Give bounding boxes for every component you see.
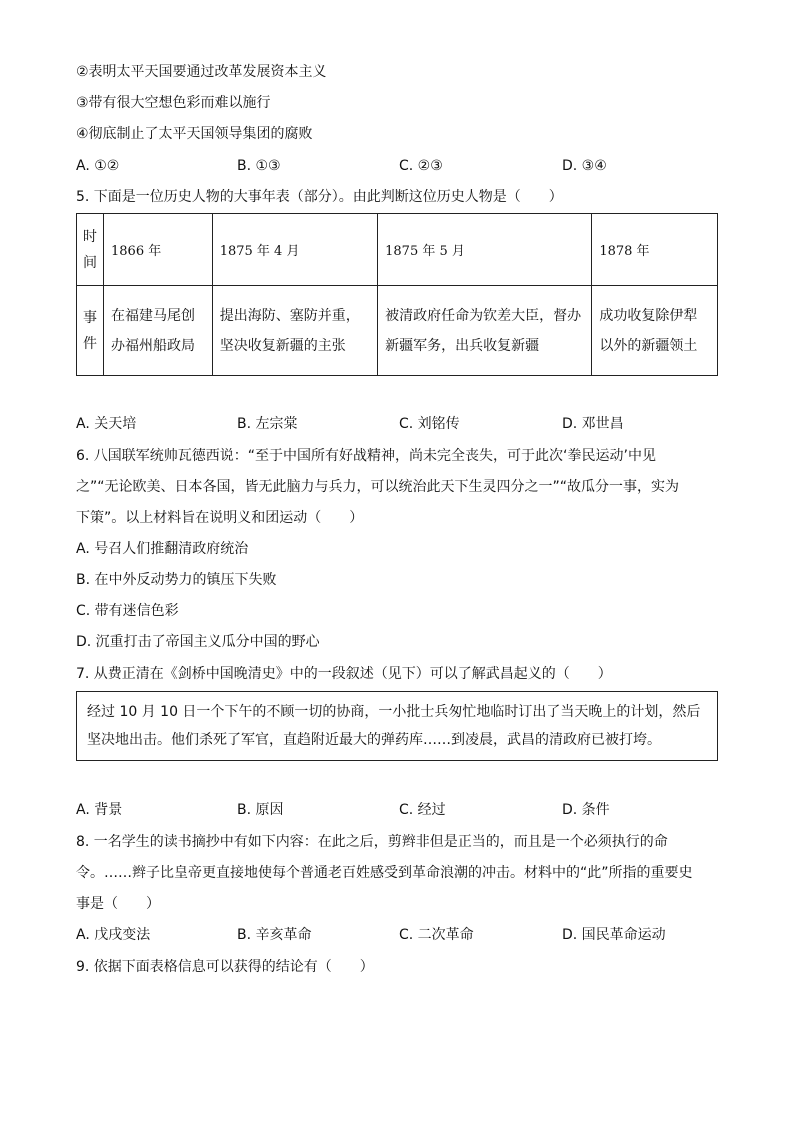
- q4-item-4: ④彻底制止了太平天国领导集团的腐败: [76, 126, 313, 142]
- q5-option-a[interactable]: A. 关天培: [76, 416, 137, 432]
- q6-stem-line-2: 之”“无论欧美、日本各国，皆无此脑力与兵力，可以统治此天下生灵四分之一”“故瓜分一事，实为: [76, 479, 680, 495]
- q7-quote-box: 经过 10 月 10 日一个下午的不顾一切的协商，一小批士兵匆忙地临时订出了当天晚上的计划，然后坚决地出击。他们杀死了军官，直趋附近最大的弹药库……到凌晨，武昌的清政府已被打垮。: [76, 691, 718, 761]
- q6-option-c[interactable]: C. 带有迷信色彩: [76, 603, 179, 619]
- q9-stem: 9. 依据下面表格信息可以获得的结论有（ ）: [76, 959, 374, 975]
- time-cell-2: 1875 年 4 月: [212, 214, 377, 286]
- q8-options: [76, 925, 718, 945]
- q7-option-c[interactable]: C. 经过: [399, 802, 446, 818]
- time-cell-3: 1875 年 5 月: [378, 214, 592, 286]
- event-cell-4: 成功收复除伊犁以外的新疆领土: [592, 286, 718, 376]
- table-row-time: [77, 214, 718, 286]
- q8-stem-line-3: 事是（ ）: [76, 896, 160, 912]
- q8-option-b[interactable]: B. 辛亥革命: [237, 927, 312, 943]
- q7-option-d[interactable]: D. 条件: [562, 802, 610, 818]
- q5-option-d[interactable]: D. 邓世昌: [562, 416, 624, 432]
- event-cell-1: 在福建马尾创办福州船政局: [104, 286, 213, 376]
- q6-option-d[interactable]: D. 沉重打击了帝国主义瓜分中国的野心: [76, 634, 320, 650]
- q4-options: [76, 156, 718, 176]
- table-row-event: [77, 286, 718, 376]
- q5-option-c[interactable]: C. 刘铭传: [399, 416, 460, 432]
- q4-option-b[interactable]: B. ①③: [237, 158, 281, 174]
- q8-option-a[interactable]: A. 戊戌变法: [76, 927, 151, 943]
- row-label-event: 事件: [77, 286, 104, 376]
- q7-stem: 7. 从费正清在《剑桥中国晚清史》中的一段叙述（见下）可以了解武昌起义的（ ）: [76, 666, 612, 682]
- q6-stem-line-1: 6. 八国联军统帅瓦德西说：“至于中国所有好战精神，尚未完全丧失，可于此次‘拳民运动’中见: [76, 448, 656, 464]
- q5-option-b[interactable]: B. 左宗棠: [237, 416, 298, 432]
- q8-stem-line-2: 令。……辫子比皇帝更直接地使每个普通老百姓感受到革命浪潮的冲击。材料中的“此”所指的重要史: [76, 865, 693, 881]
- q5-stem: 5. 下面是一位历史人物的大事年表（部分）。由此判断这位历史人物是（ ）: [76, 189, 563, 205]
- event-cell-3: 被清政府任命为钦差大臣，督办新疆军务，出兵收复新疆: [378, 286, 592, 376]
- q8-option-d[interactable]: D. 国民革命运动: [562, 927, 666, 943]
- row-label-time: 时间: [77, 214, 104, 286]
- q7-option-a[interactable]: A. 背景: [76, 802, 123, 818]
- q7-option-b[interactable]: B. 原因: [237, 802, 284, 818]
- q4-item-2: ②表明太平天国要通过改革发展资本主义: [76, 64, 327, 80]
- q5-chronology-table: [76, 213, 718, 376]
- q8-option-c[interactable]: C. 二次革命: [399, 927, 474, 943]
- q6-option-b[interactable]: B. 在中外反动势力的镇压下失败: [76, 572, 277, 588]
- q5-options: [76, 414, 718, 434]
- time-cell-4: 1878 年: [592, 214, 718, 286]
- q4-option-a[interactable]: A. ①②: [76, 158, 120, 174]
- q6-stem-line-3: 下策”。以上材料旨在说明义和团运动（ ）: [76, 510, 364, 526]
- event-cell-2: 提出海防、塞防并重，坚决收复新疆的主张: [212, 286, 377, 376]
- q8-stem-line-1: 8. 一名学生的读书摘抄中有如下内容：在此之后，剪辫非但是正当的，而且是一个必须执行的命: [76, 834, 668, 850]
- time-cell-1: 1866 年: [104, 214, 213, 286]
- q6-option-a[interactable]: A. 号召人们推翻清政府统治: [76, 541, 249, 557]
- q7-options: [76, 800, 718, 820]
- q4-item-3: ③带有很大空想色彩而难以施行: [76, 95, 271, 111]
- q4-option-c[interactable]: C. ②③: [399, 158, 443, 174]
- q4-option-d[interactable]: D. ③④: [562, 158, 607, 174]
